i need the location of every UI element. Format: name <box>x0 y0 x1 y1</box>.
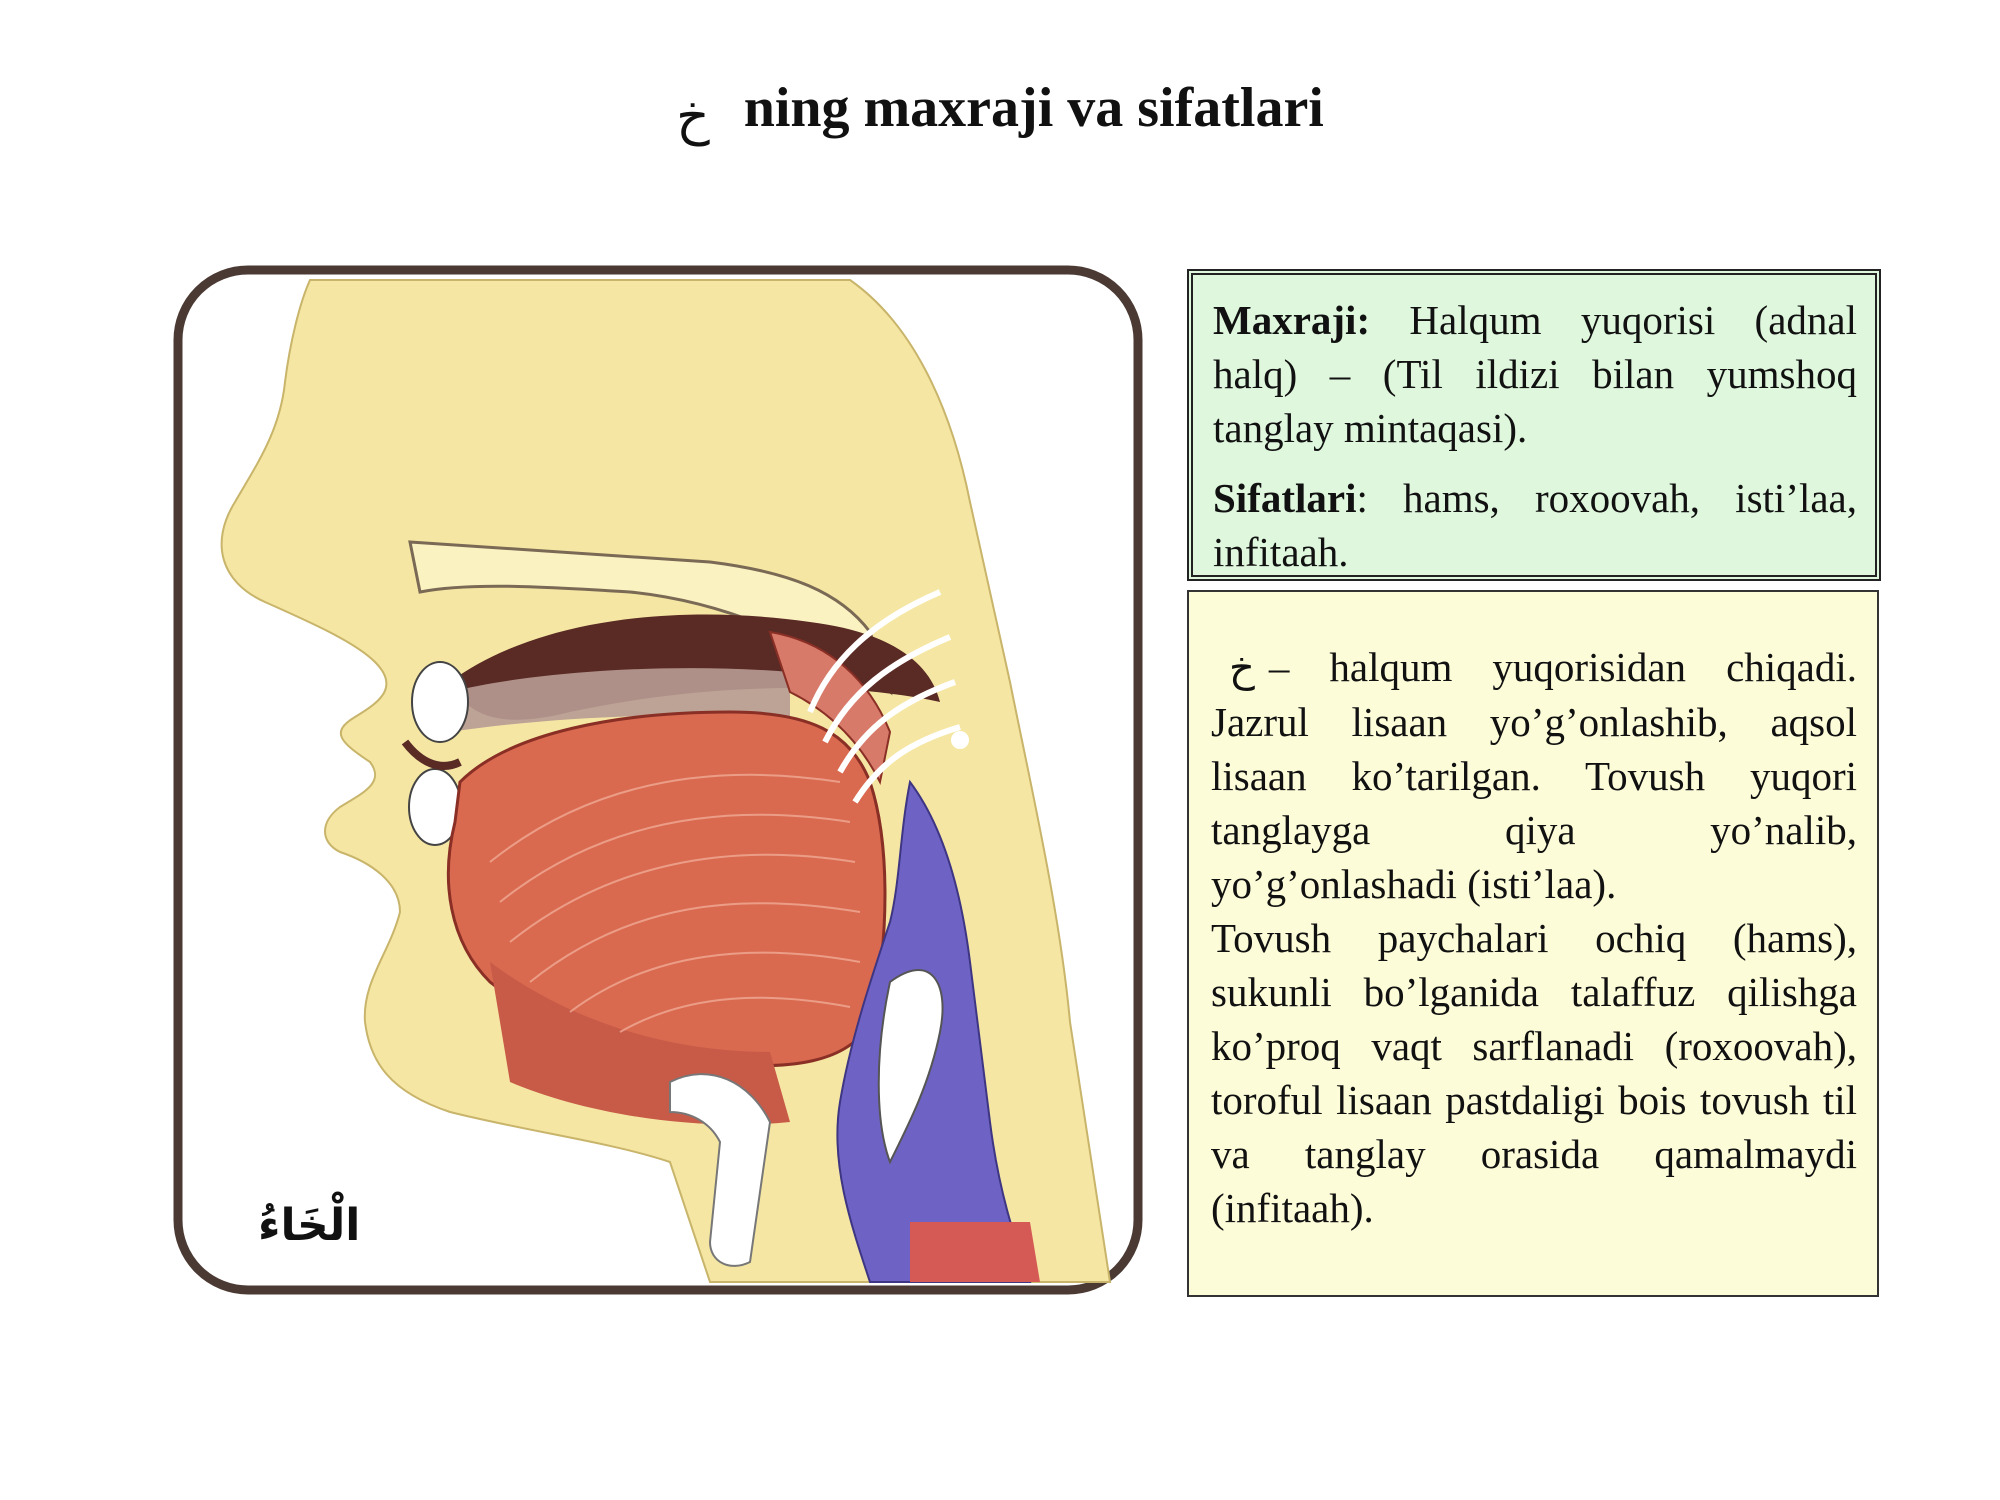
sifatlari-text: : hams, roxoovah, isti’laa, infitaah. <box>1213 475 1857 575</box>
description-line1: – halqum yuqorisidan chiqadi. Jazrul lisaan yo’g’onlashib, aqsol lisaan ko’tarilgan. Tovush yuqori tanglayga qiya yo’nalib, yo’g’onlashadi (isti’laa). <box>1211 644 1857 907</box>
sifatlari-paragraph <box>1213 471 1857 579</box>
sifatlari-label: Sifatlari <box>1213 475 1357 521</box>
maxraji-text: Halqum yuqorisi (adnal halq) – (Til ildizi bilan yumshoq tanglay mintaqasi). <box>1213 297 1857 451</box>
maxraj-sifat-box <box>1187 269 1881 581</box>
mouth-anatomy-diagram <box>150 262 1170 1302</box>
description-box <box>1187 590 1879 1297</box>
maxraji-paragraph <box>1213 293 1857 455</box>
description-paragraph-2: Tovush paychalari ochiq (hams), sukunli bo’lganida talaffuz qilishga ko’proq vaqt sarflanadi (roxoovah), toroful lisaan pastdaligi bois tovush til va tanglay orasida qamalmaydi (infitaah). <box>1211 915 1857 1231</box>
page-title <box>0 68 2000 149</box>
arabic-letter-name-caption: الْخَاءُ <box>258 1200 361 1251</box>
maxraji-label: Maxraji: <box>1213 297 1371 343</box>
title-arabic-letter: خ <box>676 87 710 147</box>
title-text: ning maxraji va sifatlari <box>743 77 1324 139</box>
description-paragraph-1 <box>1211 640 1857 911</box>
description-arabic-letter: خ <box>1229 645 1255 691</box>
